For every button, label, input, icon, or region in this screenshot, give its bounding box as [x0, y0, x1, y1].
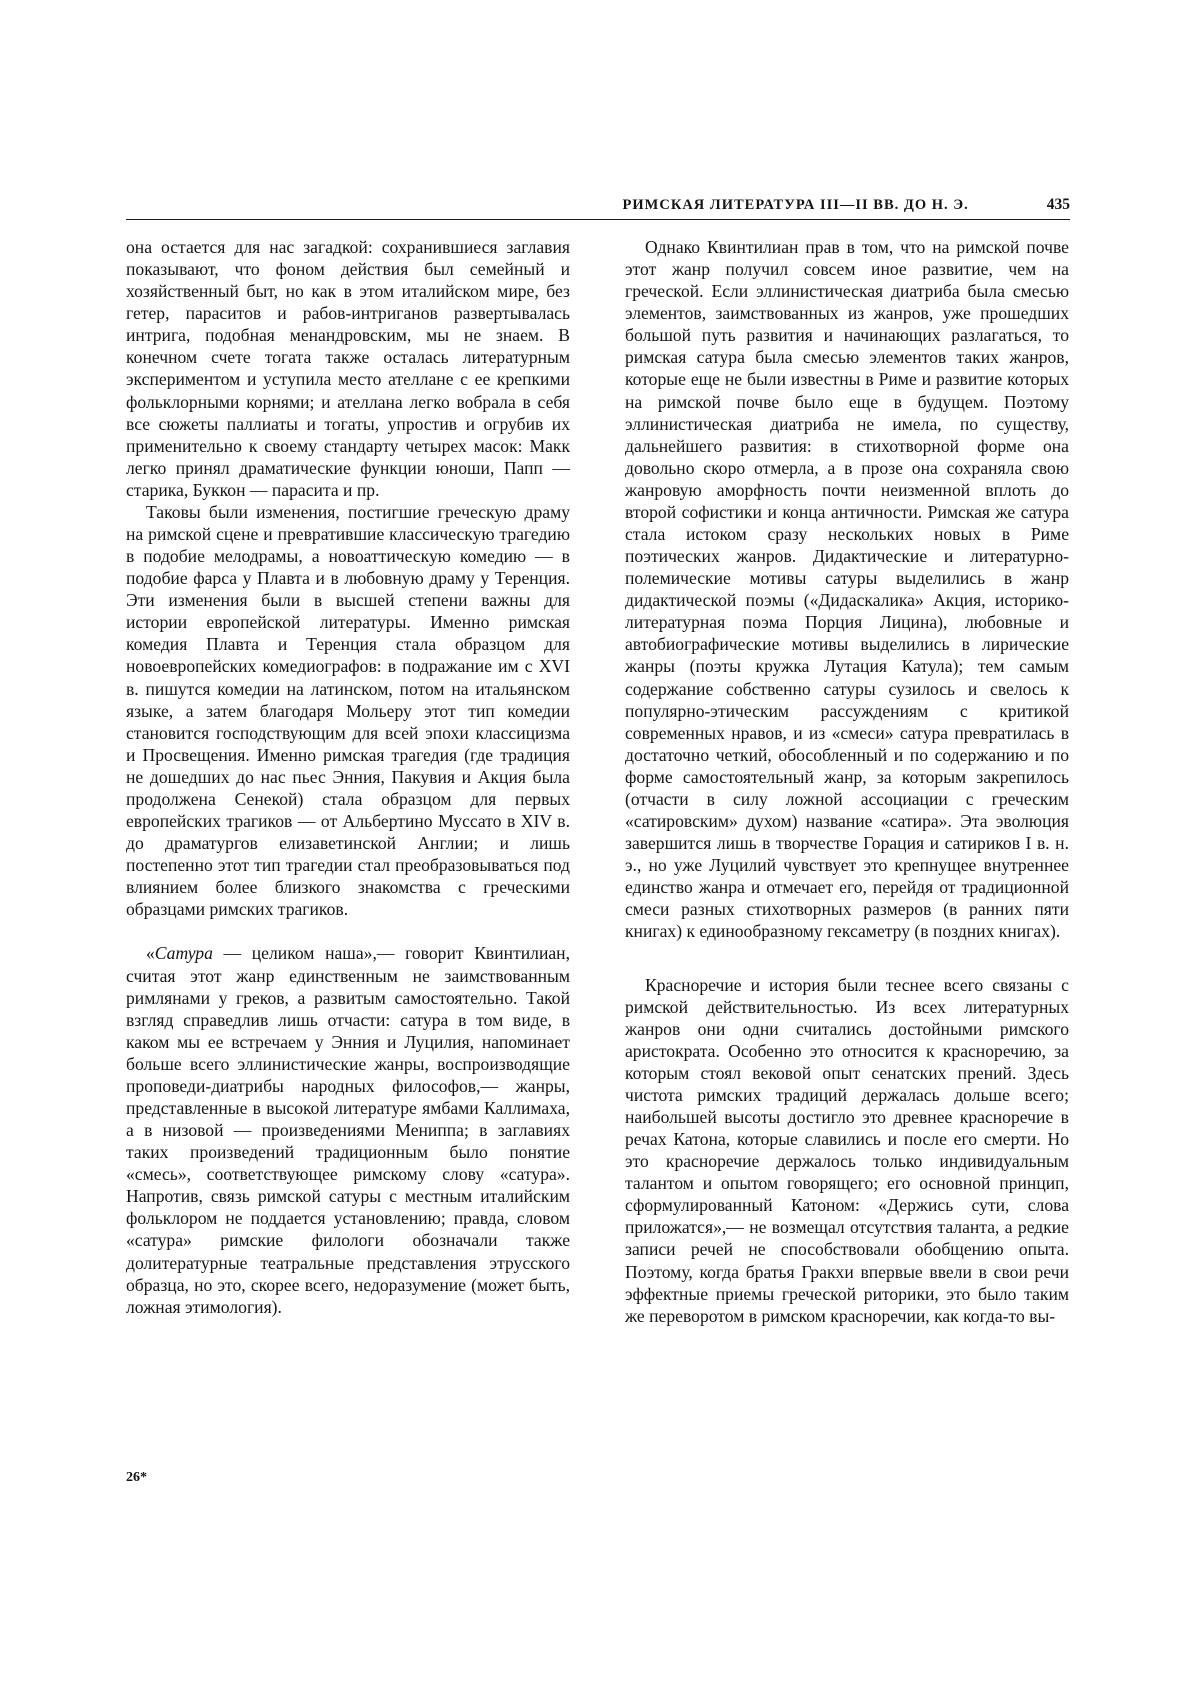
- page-number: 435: [1046, 196, 1070, 213]
- running-title: РИМСКАЯ ЛИТЕРАТУРА III—II ВВ. ДО Н. Э.: [622, 197, 969, 213]
- satura-term: Сатура: [154, 943, 213, 964]
- signature-mark: 26*: [126, 1470, 147, 1485]
- right-column: [625, 236, 1069, 1327]
- paragraph-spacer: [625, 943, 1069, 974]
- left-column: [126, 236, 570, 1318]
- paragraph-quintilian: Однако Квинтилиан прав в том, что на римской почве этот жанр получил совсем иное развитие, чем на греческой. Если эллинистическая диатриба была смесью элементов, заимствованных из жанров, уже прошедших большой путь развития и начинающих разлагаться, то римская сатура была смесью элементов таких жанров, которые еще не были известны в Риме и развитие которых на римской почве было еще в будущем. Поэтому эллинистическая диатриба не имела, по существу, дальнейшего развития: в стихотворной форме она довольно скоро отмерла, а в прозе она сохраняла свою жанровую аморфность почти неизменной вплоть до второй софистики и конца античности. Римская же сатура стала истоком сразу нескольких новых в Риме поэтических жанров. Дидактические и литературно-полемические мотивы сатуры выделились в жанр дидактической поэмы («Дидаскалика» Акция, историко-литературная поэма Порция Лицина), любовные и автобиографические мотивы выделились в лирические жанры (поэты кружка Лутация Катула); тем самым содержание собственно сатуры сузилось и свелось к популярно-этическим рассуждениям с критикой современных нравов, и из «смеси» сатура превратилась в достаточно четкий, обособленный и по содержанию и по форме самостоятельный жанр, за которым закрепилось (отчасти в силу ложной ассоциации с греческим «сатировским» духом) название «сатира». Эта эволюция завершится лишь в творчестве Горация и сатириков I в. н. э., но уже Луцилий чувствует это крепнущее внутреннее единство жанра и отмечает его, перейдя от традиционной смеси разных стихотворных размеров (в ранних пяти книгах) к единообразному гексаметру (в поздних книгах).: [625, 237, 1069, 942]
- running-head: [126, 196, 1070, 220]
- satura-text: — целиком наша»,— говорит Квинтилиан, считая этот жанр единственным не заимствованным римлянами у греков, а развитым самостоятельно. Такой взгляд справедлив лишь отчасти: сатура в том виде, в каком мы ее встречаем у Энния и Луцилия, напоминает больше всего эллинистические жанры, воспроизводящие проповеди-диатрибы народных философов,— жанры, представленные в высокой литературе ямбами Каллимаха, а в низовой — произведениями Мениппа; в заглавиях таких произведений традиционным было понятие «смесь», соответствующее римскому слову «сатура». Напротив, связь римской сатуры с местным италийским фольклором не поддается установлению; правда, словом «сатура» римские филологи обозначали также долитературные театральные представления этрусского образца, но это, скорее всего, недоразумение (может быть, ложная этимология).: [126, 943, 570, 1317]
- paragraph-eloquence: Красноречие и история были теснее всего связаны с римской действительностью. Из всех литературных жанров они одни считались достойными римского аристократа. Особенно это относится к красноречию, за которым стоял вековой опыт сенатских прений. Здесь чистота римских традиций держалась дольше всего; наибольшей высоты достигло это древнее красноречие в речах Катона, которые славились и после его смерти. Но это красноречие держалось только индивидуальным талантом и опытом говорящего; его основной принцип, сформулированный Катоном: «Держись сути, слова приложатся»,— не возмещал отсутствия таланта, а редкие записи речей не способствовали обобщению опыта. Поэтому, когда братья Гракхи впервые ввели в свои речи эффектные приемы греческой риторики, это было таким же переворотом в римском красноречии, как когда-то вы-: [625, 974, 1069, 1326]
- quote-mark: «: [146, 943, 155, 964]
- paragraph-tog-continuation: она остается для нас загадкой: сохранившиеся заглавия показывают, что фоном действия был семейный и хозяйственный быт, но как в этом италийском мире, без гетер, параситов и рабов-интриганов развертывалась интрига, подобная менандровским, мы не знаем. В конечном счете тогата также осталась литературным экспериментом и уступила место ателлане с ее крепкими фольклорными корнями; и ателлана легко вобрала в себя все сюжеты паллиаты и тогаты, упростив и огрубив их применительно к своему стандарту четырех масок: Макк легко принял драматические функции юноши, Папп — старика, Буккон — парасита и пр.: [126, 237, 570, 500]
- paragraph-drama-changes: Таковы были изменения, постигшие греческую драму на римской сцене и превратившие классическую трагедию в подобие мелодрамы, а новоаттическую комедию — в подобие фарса у Плавта и в любовную драму у Теренция. Эти изменения были в высшей степени важны для истории европейской литературы. Именно римская комедия Плавта и Теренция стала образцом для новоевропейских комедиографов: в подражание им с XVI в. пишутся комедии на латинском, потом на итальянском языке, а затем благодаря Мольеру этот тип комедии становится господствующим для всей эпохи классицизма и Просвещения. Именно римская трагедия (где традиция не дошедших до нас пьес Энния, Пакувия и Акция была продолжена Сенекой) стала образцом для первых европейских трагиков — от Альбертино Муссато в XIV в. до драматургов елизаветинской Англии; и лишь постепенно этот тип трагедии стал преобразовываться под влиянием более близкого знакомства с греческими образцами римских трагиков.: [126, 501, 570, 920]
- header-rule: [126, 219, 1070, 220]
- paragraph-spacer: [126, 920, 570, 942]
- paragraph-satura: [126, 942, 570, 1317]
